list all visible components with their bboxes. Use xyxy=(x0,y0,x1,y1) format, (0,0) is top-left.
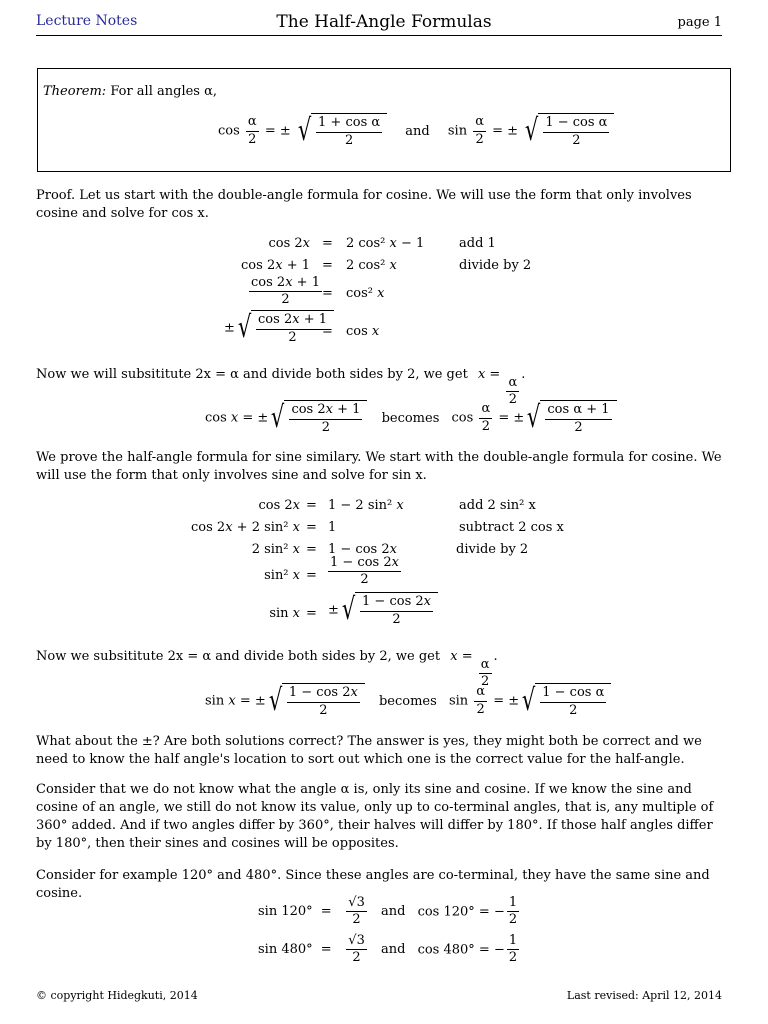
page-number: page 1 xyxy=(677,15,722,30)
footer-copyright: © copyright Hidegkuti, 2014 xyxy=(36,989,198,1002)
page-title: The Half-Angle Formulas xyxy=(276,12,492,32)
note-add-1: add 1 xyxy=(459,236,496,251)
eq3-rhs: cos² x xyxy=(346,286,385,301)
example-480: sin 480° = $\frac{√3}{2}$ and cos 480° = − $\frac{1}{2}$ xyxy=(258,933,518,966)
eq4-rhs: cos x xyxy=(346,324,380,339)
example-120: sin 120° = $\frac{√3}{2}$ and cos 120° = − $\frac{1}{2}$ xyxy=(258,895,518,928)
header-course-label: Lecture Notes xyxy=(36,13,138,29)
paragraph-proof-intro: Proof. Let us start with the double-angle formula for cosine. We will use the form that only involves cosine and solve for cos x. xyxy=(36,188,692,221)
header-rule xyxy=(36,35,722,36)
eq2-rhs: 2 cos² x xyxy=(346,258,397,273)
paragraph-sine-intro: We prove the half-angle formula for sine similary. We start with the double-angle formula for cosine. We will use the form that only involves sine and solve for sin x. xyxy=(36,450,722,483)
note-divide-by-2: divide by 2 xyxy=(459,258,532,273)
theorem-text: For all angles α, xyxy=(110,84,218,99)
eq8-rhs: $\frac{1 - \cos 2x}{2}$ xyxy=(330,555,399,588)
eq9-rhs: ± √ $\frac{1 - \cos 2x}{2}$ xyxy=(328,592,438,628)
theorem-formula: cos $\frac{\alpha}{2}$ = ± √ $\frac{\text{1 + cos α}}{2}$ and sin $\frac{\alpha}{2}$ = ± √ $\frac{\text{1 − cos α}}{2}$ xyxy=(218,113,614,149)
paragraph-coterminal: Consider that we do not know what the angle α is, only its sine and cosine. If we know the sine and cosine of an angle, we still do not know its value, only up to co-terminal angles, that is, any multiple of 360° added. And if two angles differ by 360°, their halves will differ by 180°. If those half angles differ by 180°, then their sines and cosines will be opposites. xyxy=(36,782,714,851)
theorem-label: Theorem: xyxy=(43,84,107,99)
eq2-lhs: cos 2x + 1 xyxy=(241,258,310,273)
paragraph-example: Consider for example 120° and 480°. Since these angles are co-terminal, they have the same sine and cosine. xyxy=(36,868,710,901)
eq7-rhs: 1 − cos 2x xyxy=(328,542,397,557)
eq3-lhs: $\frac{\cos 2x + 1}{2}$ xyxy=(251,275,320,308)
note-subtract-2cosx: subtract 2 cos x xyxy=(459,520,564,535)
eq1-lhs: cos 2x xyxy=(268,236,310,251)
theorem-box xyxy=(37,68,731,172)
paragraph-substitute-sin: Now we subsititute 2x = α and divide both sides by 2, we get x = $\frac{\alpha}{2}$ . xyxy=(36,649,498,690)
note-add-2sin2x: add 2 sin² x xyxy=(459,498,536,513)
paragraph-plus-minus: What about the ±? Are both solutions correct? The answer is yes, they might both be correct and we need to know the half angle's location to sort out which one is the correct value for the half-angle. xyxy=(36,734,702,767)
cos-becomes-equation: cos x = ± √ $\frac{\cos 2x + 1}{2}$ becomes cos $\frac{\alpha}{2}$ = ± √ $\frac{\text{cos α + 1}}{2}$ xyxy=(205,400,617,436)
eq8-lhs: sin² x xyxy=(264,568,300,583)
theorem-intro xyxy=(43,84,217,99)
eq6-rhs: 1 xyxy=(328,520,337,535)
eq5-lhs: cos 2x xyxy=(258,498,300,513)
sin-becomes-equation: sin x = ± √ $\frac{1 - \cos 2x}{2}$ becomes sin $\frac{\alpha}{2}$ = ± √ $\frac{\text{1 − cos α}}{2}$ xyxy=(205,683,611,719)
note-divide-by-2-sin: divide by 2 xyxy=(456,542,529,557)
eq4-lhs: ± √ $\frac{\cos 2x + 1}{2}$ xyxy=(224,310,334,346)
eq9-lhs: sin x xyxy=(269,606,300,621)
eq5-rhs: 1 − 2 sin² x xyxy=(328,498,404,513)
theorem-and: and xyxy=(405,123,430,139)
eq1-rhs: 2 cos² x − 1 xyxy=(346,236,425,251)
eq7-lhs: 2 sin² x xyxy=(251,542,300,557)
paragraph-substitute-cos: Now we will subsititute 2x = α and divide both sides by 2, we get x = $\frac{\alpha}{2}$ . xyxy=(36,367,526,408)
eq6-lhs: cos 2x + 2 sin² x xyxy=(191,520,300,535)
footer-last-revised: Last revised: April 12, 2014 xyxy=(566,989,722,1002)
